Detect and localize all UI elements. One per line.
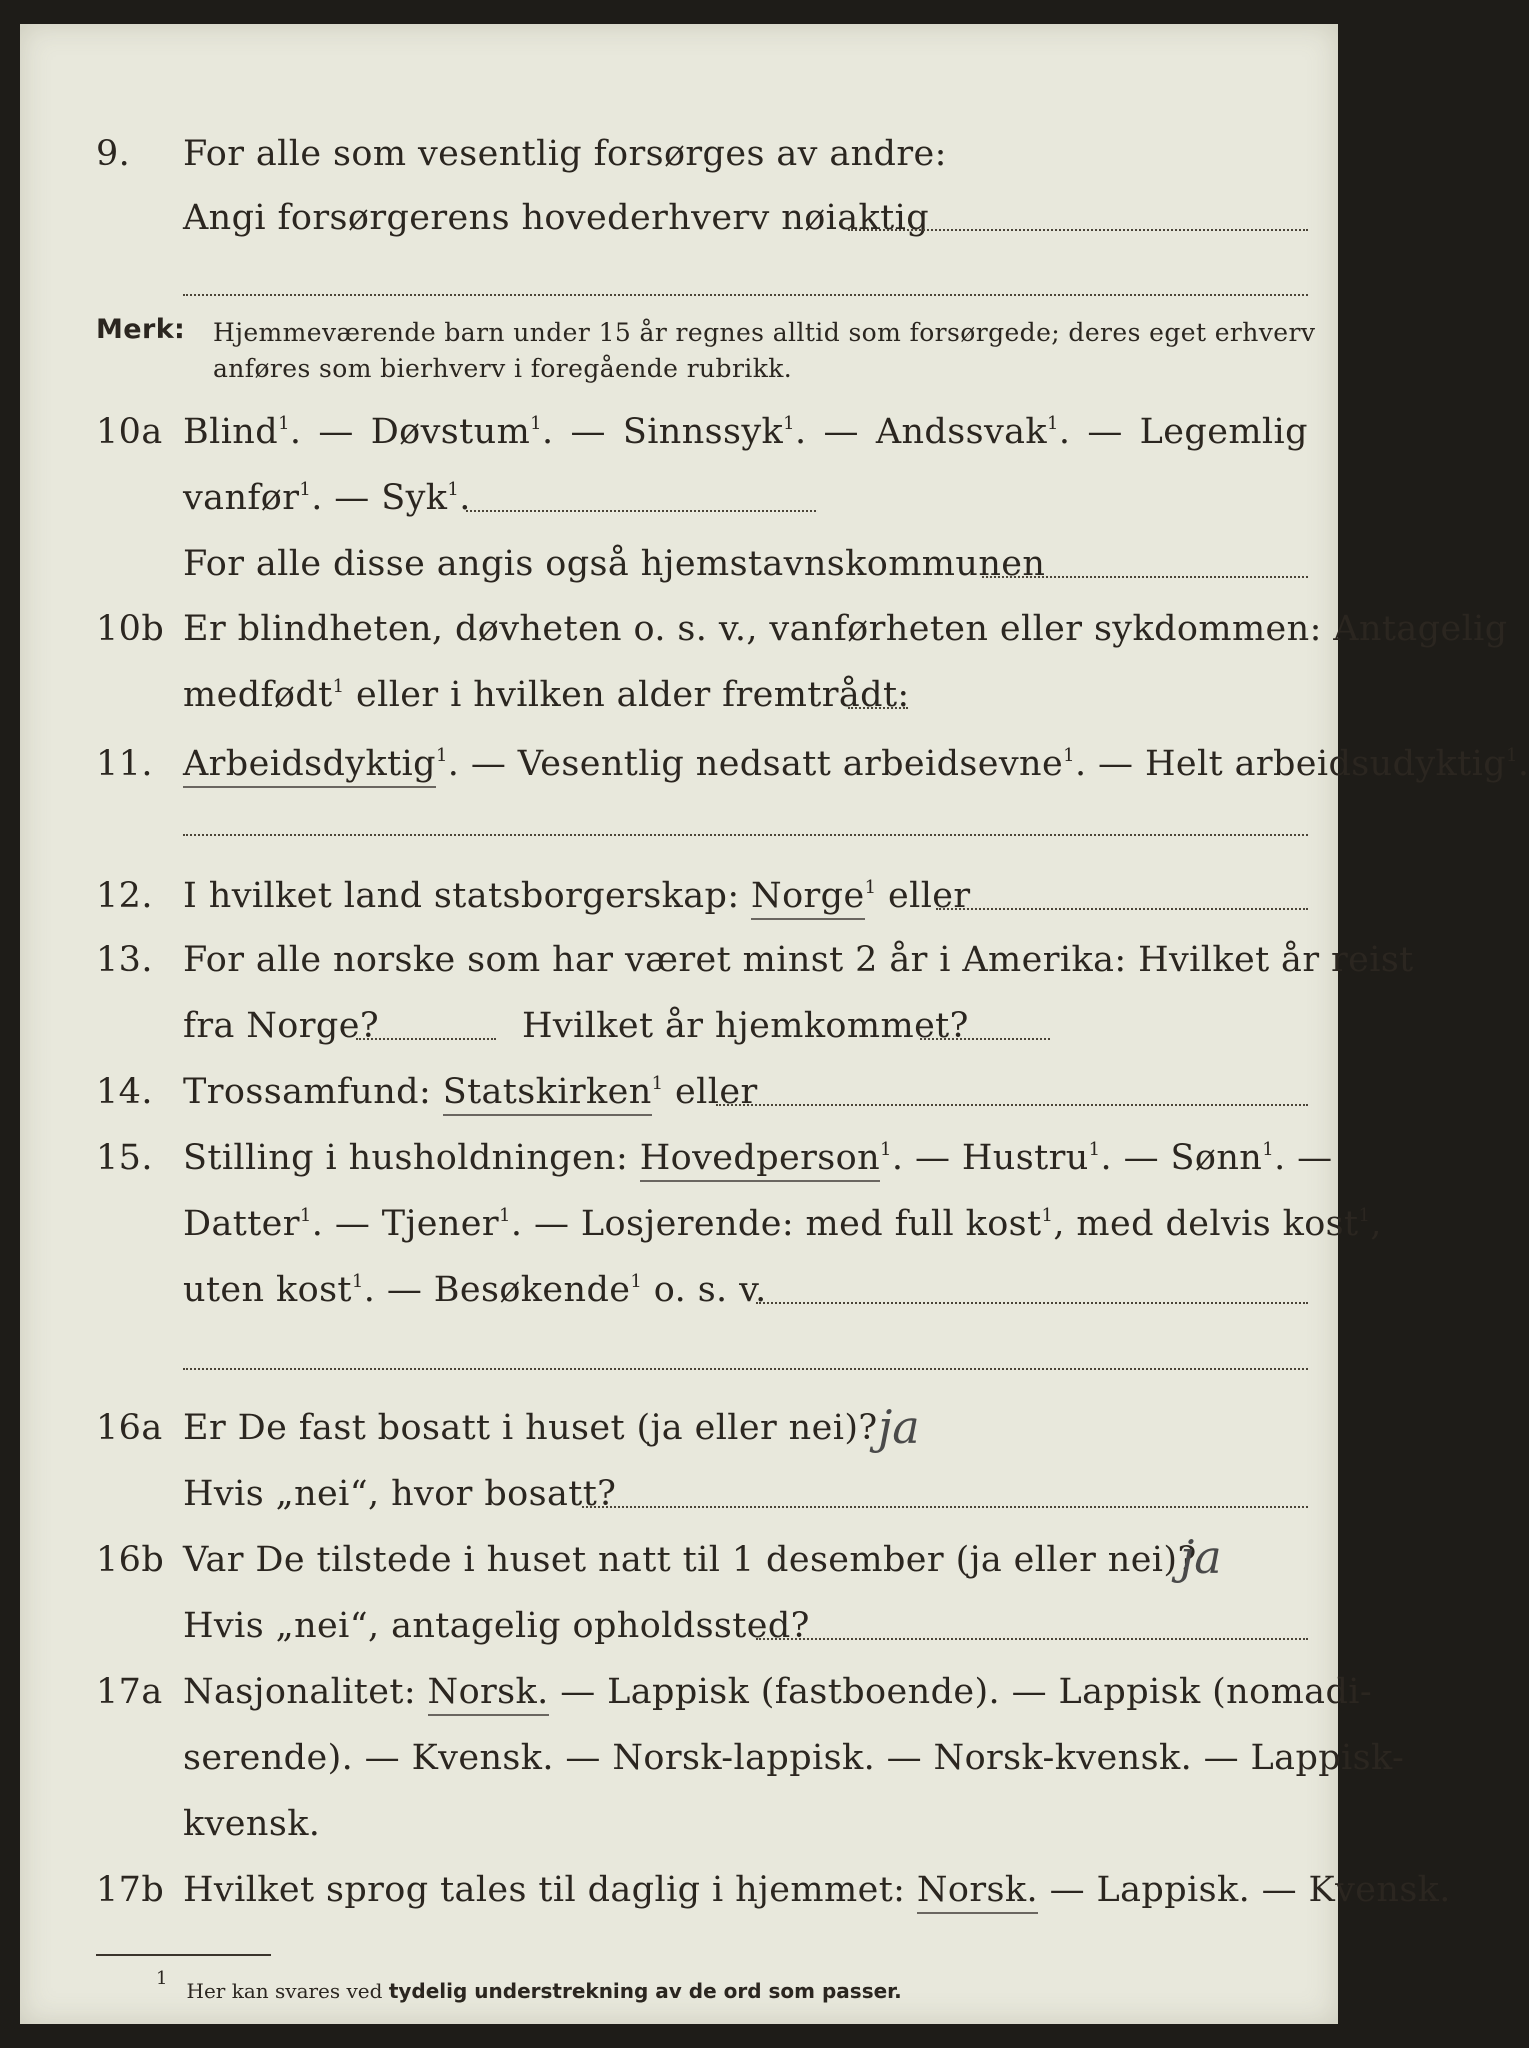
footnote-divider: [96, 1954, 271, 1956]
answer-line[interactable]: [466, 510, 816, 512]
question-number: 13.: [96, 940, 153, 980]
handwritten-answer: ja: [878, 1400, 920, 1454]
answer-line[interactable]: [183, 834, 1308, 836]
answer-line[interactable]: [183, 294, 1308, 296]
note-label: Merk:: [96, 314, 186, 345]
note-text: Hjemmeværende barn under 15 år regnes alltid som forsørgede; deres eget erhverv: [213, 318, 1316, 347]
footnote-emphasis: tydelig understrekning av de ord som passer.: [388, 1979, 902, 2003]
question-text: Er blindheten, døvheten o. s. v., vanførheten eller sykdommen: Antagelig: [183, 609, 1508, 649]
question-number: 16b: [96, 1540, 165, 1580]
option-norsk-underlined: Norsk.: [428, 1672, 549, 1716]
question-text: fra Norge?: [183, 1006, 379, 1046]
option-medfodt: medfødt: [183, 675, 333, 715]
dash: —: [570, 412, 606, 452]
question-text: kvensk.: [183, 1804, 321, 1844]
answer-line[interactable]: [920, 1038, 1050, 1040]
question-text: Hvilket år hjemkommet?: [522, 1006, 969, 1046]
question-number: 9.: [96, 134, 131, 174]
answer-line[interactable]: [756, 1302, 1308, 1304]
answer-line[interactable]: [183, 1368, 1308, 1370]
question-number: 10b: [96, 609, 165, 649]
option-arbeidsdyktig-underlined: Arbeidsdyktig: [183, 744, 436, 788]
question-text: Hvis „nei“, hvor bosatt?: [183, 1474, 617, 1514]
question-number: 17b: [96, 1870, 165, 1910]
option-norge-underlined: Norge: [751, 876, 865, 920]
question-text: Hvis „nei“, antagelig opholdssted?: [183, 1606, 810, 1646]
question-options: [183, 412, 1308, 452]
option-vanfor: vanfør: [183, 478, 300, 518]
option-statskirken-underlined: Statskirken: [443, 1072, 652, 1116]
question-text: For alle norske som har været minst 2 år i Amerika: Hvilket år reist: [183, 940, 1414, 980]
question-number: 16a: [96, 1408, 163, 1448]
footnote-mark: 1: [156, 1968, 168, 1989]
dash: —: [1087, 412, 1123, 452]
dash: —: [823, 412, 859, 452]
question-number: 10a: [96, 412, 163, 452]
answer-line[interactable]: [936, 908, 1308, 910]
answer-line[interactable]: [356, 1038, 496, 1040]
question-text: Angi forsørgerens hovederhverv nøiaktig: [183, 198, 930, 238]
question-text: Var De tilstede i huset natt til 1 desember (ja eller nei)?: [183, 1540, 1197, 1580]
note-text: anføres som bierhverv i foregående rubrikk.: [213, 354, 793, 383]
footnote: [156, 1968, 902, 2003]
question-number: 17a: [96, 1672, 163, 1712]
answer-line[interactable]: [982, 576, 1308, 578]
question-number: 14.: [96, 1072, 153, 1112]
question-number: 15.: [96, 1138, 153, 1178]
option-legemlig: Legemlig: [1139, 412, 1308, 452]
question-text: serende). — Kvensk. — Norsk-lappisk. — Norsk-kvensk. — Lappisk-: [183, 1738, 1405, 1778]
option-blind: Blind$^1$.: [183, 412, 302, 452]
option-syk: — Syk: [334, 478, 448, 518]
answer-line[interactable]: [756, 1638, 1308, 1640]
option-dovstum: Døvstum$^1$.: [370, 412, 554, 452]
answer-line[interactable]: [582, 1506, 1308, 1508]
option-norsk-underlined: Norsk.: [917, 1870, 1038, 1914]
question-text: For alle som vesentlig forsørges av andre:: [183, 134, 947, 174]
question-number: 11.: [96, 744, 153, 784]
option-sinnssyk: Sinnssyk$^1$.: [622, 412, 807, 452]
answer-line[interactable]: [716, 1104, 1308, 1106]
answer-line[interactable]: [848, 229, 1308, 231]
handwritten-answer: ja: [1180, 1530, 1222, 1584]
option-andssvak: Andssvak$^1$.: [875, 412, 1071, 452]
question-text: eller i hvilken alder fremtrådt:: [356, 675, 910, 715]
answer-line[interactable]: [848, 707, 908, 709]
census-form-page: 9. For alle som vesentlig forsørges av andre: Angi forsørgerens hovederhverv nøiaktig Merk: Hjemmeværende barn under 15 år regnes alltid som forsørgede; deres eget erhverv anføres som bierhverv i foregående rubrikk. 10a Blind$^1$. — Døvstum$^1$. — Sinnssyk$^1$. — Andssvak$^1$. — Legemlig vanfør$^1$. — Syk$^1$. For alle disse angis også hjemstavnskommunen 10b Er blindheten, døvheten o. s. v., vanførheten eller sykdommen: Antagelig medfødt$^1$ eller i hvilken alder fremtrådt: 11. Arbeidsdyktig$^1$. — Vesentlig nedsatt arbeidsevne$^1$. — Helt arbeidsudyktig$^1$. 12. I hvilket land statsborgerskap: Norge$^1$ eller 13. For alle norske som har været minst 2 år i Amerika: Hvilket år reist fra Norge? Hvilket år hjemkommet? 14. Trossamfund: Statskirken$^1$ eller 15. Stilling i husholdningen: Hovedperson$^1$. — Hustru$^1$. — Sønn$^1$. — Datter$^1$. — Tjener$^1$. — Losjerende: med full kost$^1$, med delvis kost$^1$, uten kost$^1$. — Besøkende$^1$ o. s. v. 16a Er De fast bosatt i huset (ja eller nei)? ja Hvis „nei“, hvor bosatt? 16b Var De tilstede i huset natt til 1 desember (ja eller nei)? ja Hvis „nei“, antagelig opholdssted? 17a Nasjonalitet: Norsk. — Lappisk (fastboende). — Lappisk (nomadi- serende). — Kvensk. — Norsk-lappisk. — Norsk-kvensk. — Lappisk- kvensk. 17b Hvilket sprog tales til daglig i hjemmet: Norsk. — Lappisk. — Kvensk. $^1$ Her kan svares ved tydelig understrekning av de ord som passer.: [20, 24, 1338, 2024]
question-number: 12.: [96, 876, 153, 916]
dash: —: [318, 412, 354, 452]
question-text: Er De fast bosatt i huset (ja eller nei)?: [183, 1408, 878, 1448]
footnote-text: Her kan svares ved: [186, 1979, 383, 2003]
question-text: For alle disse angis også hjemstavnskommunen: [183, 544, 1046, 584]
option-hovedperson-underlined: Hovedperson: [640, 1138, 880, 1182]
